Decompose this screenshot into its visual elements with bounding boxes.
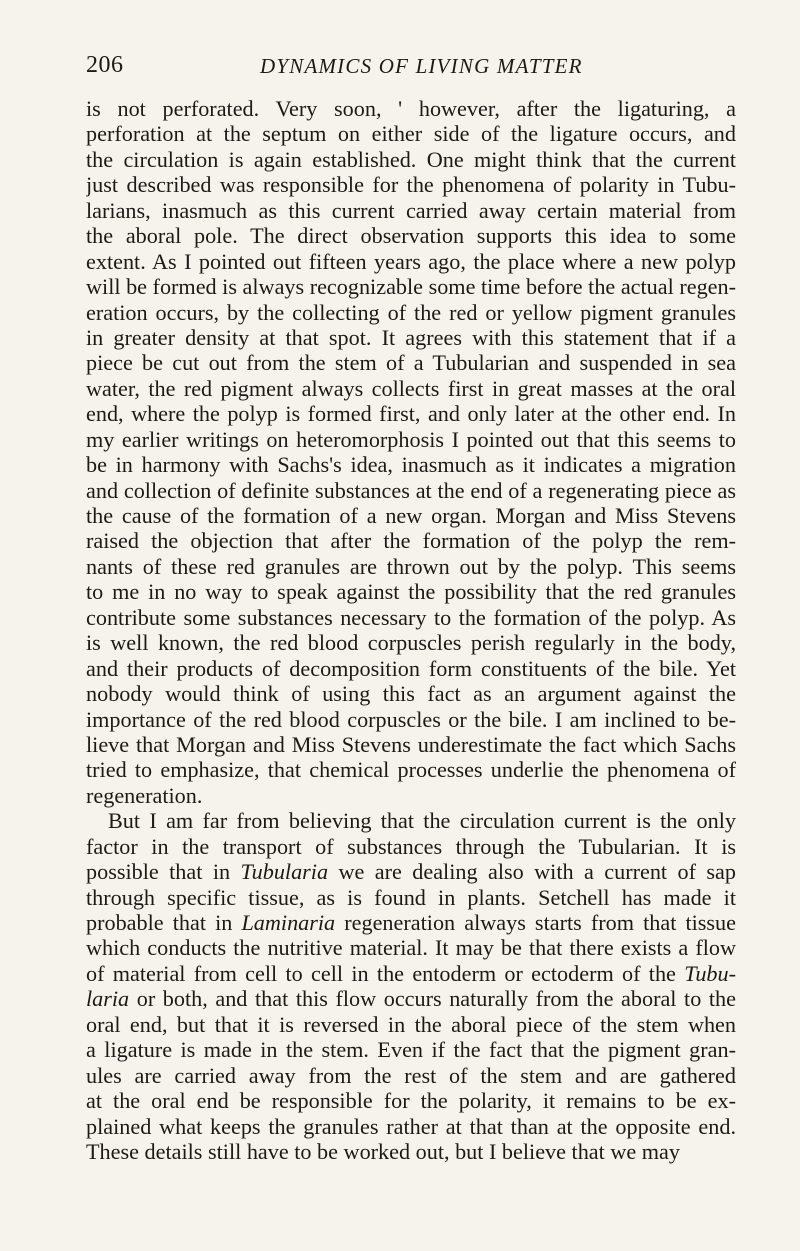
text-segment: nants of these red granules are thrown out by the polyp. This seems (86, 553, 736, 579)
text-line (86, 1037, 736, 1062)
text-segment: water, the red pigment always collects first in great masses at the oral (86, 375, 736, 401)
text-segment: plained what keeps the granules rather at that than at the opposite end. (86, 1113, 736, 1139)
text-line (86, 1063, 736, 1088)
text-segment: we are dealing also with a current of sap (328, 859, 736, 885)
text-segment: end, where the polyp is formed first, and only later at the other end. In (86, 401, 736, 427)
text-line (86, 478, 736, 503)
text-line (86, 300, 736, 325)
text-line (86, 223, 736, 248)
text-segment: tried to emphasize, that chemical processes underlie the phenomena of (86, 757, 736, 783)
text-line (86, 452, 736, 477)
text-segment: ules are carried away from the rest of the stem and are gathered (86, 1062, 736, 1088)
text-segment: to me in no way to speak against the possibility that the red granules (86, 579, 736, 605)
text-line (86, 274, 736, 299)
text-segment: oral end, but that it is reversed in the aboral piece of the stem when (86, 1011, 736, 1037)
page-number: 206 (86, 52, 124, 78)
italic-term: laria (86, 986, 130, 1012)
text-segment: probable that in (86, 910, 242, 935)
text-line (86, 1088, 736, 1113)
text-line (86, 808, 736, 833)
text-segment: regeneration. (86, 782, 203, 808)
text-segment: These details still have to be worked out, but I believe that we may (86, 1138, 680, 1164)
text-line (86, 350, 736, 375)
text-segment: is well known, the red blood corpuscles perish regularly in the body, (86, 630, 736, 656)
text-segment: But I am far from believing that the circulation current is the only (108, 808, 736, 834)
italic-term: Tubu- (684, 960, 736, 986)
running-head (86, 52, 736, 84)
text-segment: contribute some substances necessary to the formation of the polyp. As (86, 604, 736, 630)
text-line (86, 579, 736, 604)
text-segment: through specific tissue, as is found in plants. Setchell has made it (86, 884, 736, 910)
text-segment: perforation at the septum on either side of the ligature occurs, and (86, 121, 736, 147)
text-line (86, 859, 736, 884)
text-segment: lieve that Morgan and Miss Stevens underestimate the fact which Sachs (86, 731, 736, 757)
text-segment: which conducts the nutritive material. It may be that there exists a flow (86, 935, 736, 961)
text-line (86, 961, 736, 986)
running-title: DYNAMICS OF LIVING MATTER (260, 54, 583, 78)
text-line (86, 1012, 736, 1037)
text-line (86, 96, 736, 121)
italic-term: Laminaria (241, 910, 336, 935)
body-text (86, 96, 736, 1164)
text-segment: or both, and that this flow occurs naturally from the aboral to the (129, 986, 736, 1012)
text-line (86, 681, 736, 706)
text-segment: a ligature is made in the stem. Even if the fact that the pigment gran- (86, 1037, 736, 1063)
text-line (86, 427, 736, 452)
text-segment: my earlier writings on heteromorphosis I pointed out that this seems to (86, 426, 736, 452)
text-line (86, 249, 736, 274)
text-segment: the circulation is again established. One might think that the current (86, 146, 736, 172)
text-line (86, 172, 736, 197)
text-line (86, 554, 736, 579)
text-line (86, 783, 736, 808)
text-line (86, 732, 736, 757)
text-line (86, 1114, 736, 1139)
text-line (86, 757, 736, 782)
paragraph (86, 96, 736, 808)
text-segment: the cause of the formation of a new organ. Morgan and Miss Stevens (86, 503, 736, 528)
text-segment: larians, inasmuch as this current carried away certain material from (86, 197, 736, 223)
text-line (86, 198, 736, 223)
text-segment: factor in the transport of substances through the Tubularian. It is (86, 833, 736, 859)
text-segment: in greater density at that spot. It agrees with this statement that if a (86, 324, 736, 350)
paragraph (86, 808, 736, 1164)
text-line (86, 147, 736, 172)
text-segment: and collection of definite substances at the end of a regenerating piece as (86, 477, 736, 503)
text-line (86, 325, 736, 350)
text-line (86, 986, 736, 1011)
text-line (86, 707, 736, 732)
text-line (86, 503, 736, 528)
text-segment: the aboral pole. The direct observation supports this idea to some (86, 223, 736, 249)
text-line (86, 834, 736, 859)
text-segment: is not perforated. Very soon, ' however, after the ligaturing, a (86, 96, 736, 121)
text-segment: will be formed is always recognizable some time before the actual regen- (86, 274, 736, 300)
text-segment: be in harmony with Sachs's idea, inasmuch as it indicates a migration (86, 452, 736, 478)
text-segment: and their products of decomposition form constituents of the bile. Yet (86, 655, 736, 681)
text-line (86, 885, 736, 910)
text-segment: of material from cell to cell in the entoderm or ectoderm of the (86, 960, 685, 986)
text-line (86, 910, 736, 935)
text-line (86, 630, 736, 655)
text-segment: possible that in (86, 859, 241, 885)
text-line (86, 376, 736, 401)
text-line (86, 1139, 736, 1164)
text-line (86, 935, 736, 960)
text-line (86, 528, 736, 553)
text-segment: eration occurs, by the collecting of the red or yellow pigment granules (86, 299, 736, 325)
text-segment: regeneration always starts from that tissue (335, 910, 736, 935)
text-line (86, 656, 736, 681)
text-segment: at the oral end be responsible for the polarity, it remains to be ex- (86, 1088, 736, 1114)
text-segment: raised the objection that after the formation of the polyp the rem- (86, 528, 736, 554)
text-segment: piece be cut out from the stem of a Tubularian and suspended in sea (86, 350, 736, 376)
text-line (86, 605, 736, 630)
text-line (86, 401, 736, 426)
text-segment: nobody would think of using this fact as an argument against the (86, 681, 736, 707)
text-segment: just described was responsible for the phenomena of polarity in Tubu- (86, 172, 736, 198)
text-segment: importance of the red blood corpuscles or the bile. I am inclined to be- (86, 706, 736, 732)
italic-term: Tubularia (240, 859, 329, 885)
text-segment: extent. As I pointed out fifteen years ago, the place where a new polyp (86, 248, 736, 274)
text-line (86, 121, 736, 146)
